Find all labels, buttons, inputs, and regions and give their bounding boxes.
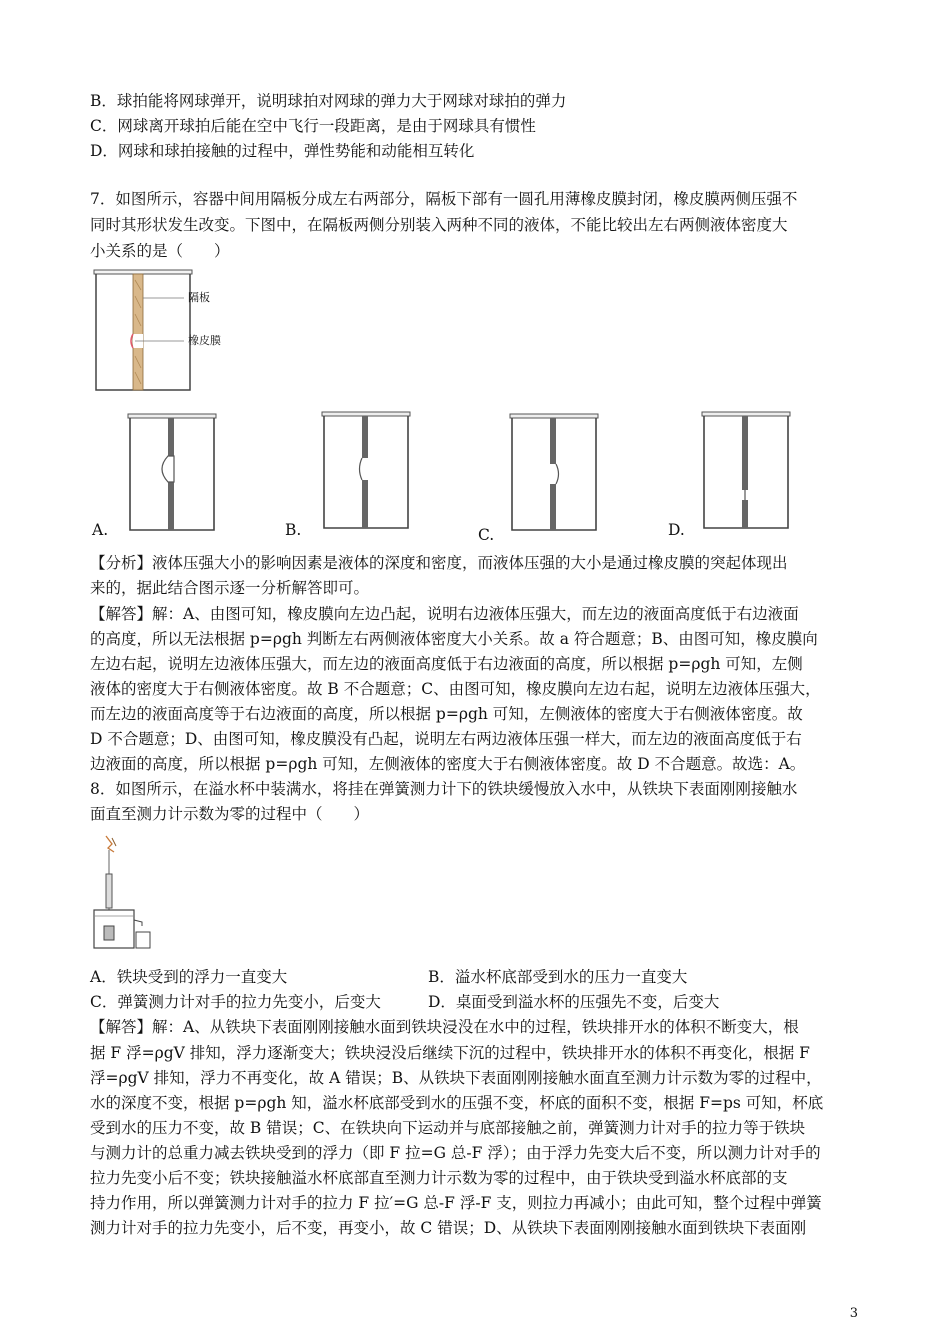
page-number: 3 (849, 1306, 858, 1321)
q7-answer-line-6: D 不合题意；D、由图可知，橡皮膜没有凸起，说明左右两边液体压强一样大，而左边的液面高度低于右 (90, 730, 802, 748)
q8-stem-line-1: 8．如图所示，在溢水杯中装满水，将挂在弹簧测力计下的铁块缓慢放入水中，从铁块下表面刚刚接触水 (90, 780, 798, 798)
q7-stem-line-2: 同时其形状发生改变。下图中，在隔板两侧分别装入两种不同的液体，不能比较出左右两侧液体密度大 (90, 216, 788, 234)
q7-option-a-figure (126, 412, 226, 534)
q8-option-b: B．溢水杯底部受到水的压力一直变大 (428, 968, 688, 986)
q7-answer-line-1: 【解答】解：A、由图可知，橡皮膜向左边凸起，说明右边液体压强大，而左边的液面高度低于右边液面 (90, 605, 799, 623)
q7-option-c-figure (508, 412, 608, 534)
q8-answer-line-8: 持力作用，所以弹簧测力计对手的拉力 F 拉′=G 总-F 浮-F 支，则拉力再减小；由此可知，整个过程中弹簧 (90, 1194, 822, 1212)
q8-option-c: C．弹簧测力计对手的拉力先变小，后变大 (90, 993, 381, 1011)
membrane-label: 橡皮膜 (188, 334, 221, 347)
q7-option-b-figure (320, 410, 420, 532)
q7-container-figure (88, 268, 248, 396)
q7-option-c-label: C. (478, 526, 495, 544)
q8-answer-line-3: 浮=ρgV 排知，浮力不再变化，故 A 错误；B、从铁块下表面刚刚接触水面直至测力计示数为零的过程中， (90, 1069, 822, 1087)
q7-answer-line-7: 边液面的高度，所以根据 p=ρgh 可知，左侧液体的密度大于右侧液体密度。故 D 不合题意。故选：A。 (90, 755, 806, 773)
q8-answer-line-7: 拉力先变小后不变；铁块接触溢水杯底部直至测力计示数为零的过程中，由于铁块受到溢水杯底部的支 (90, 1169, 788, 1187)
q7-stem-line-3: 小关系的是（ ） (90, 242, 230, 260)
q8-answer-line-1: 【解答】解：A、从铁块下表面刚刚接触水面到铁块浸没在水中的过程，铁块排开水的体积不断变大，根 (90, 1018, 799, 1036)
q7-answer-line-5: 而左边的液面高度等于右边液面的高度，所以根据 p=ρgh 可知，左侧液体的密度大于右侧液体密度。故 (90, 705, 803, 723)
q7-option-d-label: D. (668, 521, 685, 539)
q7-answer-line-3: 左边右起，说明左边液体压强大，而左边的液面高度低于右边液面的高度，所以根据 p=ρgh 可知，左侧 (90, 655, 803, 673)
partition-label: 隔板 (188, 291, 210, 304)
q8-option-a: A．铁块受到的浮力一直变大 (90, 968, 288, 986)
q8-answer-line-4: 水的深度不变，根据 p=ρgh 知，溢水杯底部受到水的压强不变，杯底的面积不变，根据 F=ps 可知，杯底 (90, 1094, 824, 1112)
q7-option-d-figure (700, 410, 800, 532)
q7-option-a-label: A. (92, 521, 109, 539)
q7-option-b-label: B. (285, 521, 302, 539)
q7-answer-line-2: 的高度，所以无法根据 p=ρgh 判断左右两侧液体密度大小关系。故 a 符合题意；B、由图可知，橡皮膜向 (90, 630, 818, 648)
q8-answer-line-6: 与测力计的总重力减去铁块受到的浮力（即 F 拉=G 总-F 浮）；由于浮力先变大后不变，所以测力计对手的 (90, 1144, 821, 1162)
q8-option-d: D．桌面受到溢水杯的压强先不变，后变大 (428, 993, 720, 1011)
q7-analysis-line-1: 【分析】液体压强大小的影响因素是液体的深度和密度，而液体压强的大小是通过橡皮膜的突起体现出 (90, 554, 788, 572)
q8-answer-line-2: 据 F 浮=ρgV 排知，浮力逐渐变大；铁块浸没后继续下沉的过程中，铁块排开水的体积不再变化，根据 F (90, 1044, 810, 1062)
q8-stem-line-2: 面直至测力计示数为零的过程中（ ） (90, 805, 370, 823)
q7-stem-line-1: 7．如图所示，容器中间用隔板分成左右两部分，隔板下部有一圆孔用薄橡皮膜封闭，橡皮膜两侧压强不 (90, 190, 798, 208)
q8-answer-line-9: 测力计对手的拉力先变小，后不变，再变小，故 C 错误；D、从铁块下表面刚刚接触水面到铁块下表面刚 (90, 1219, 807, 1237)
q6-option-b: B．球拍能将网球弹开，说明球拍对网球的弹力大于网球对球拍的弹力 (90, 92, 567, 110)
q8-answer-line-5: 受到水的压力不变，故 B 错误；C、在铁块向下运动并与底部接触之前，弹簧测力计对手的拉力等于铁块 (90, 1119, 806, 1137)
q7-answer-line-4: 液体的密度大于右侧液体密度。故 B 不合题意；C、由图可知，橡皮膜向左边右起，说明左边液体压强大， (90, 680, 821, 698)
q8-overflow-cup-figure (88, 834, 158, 958)
q6-option-d: D．网球和球拍接触的过程中，弹性势能和动能相互转化 (90, 142, 475, 160)
q6-option-c: C．网球离开球拍后能在空中飞行一段距离，是由于网球具有惯性 (90, 117, 536, 135)
q7-analysis-line-2: 来的，据此结合图示逐一分析解答即可。 (90, 579, 370, 597)
